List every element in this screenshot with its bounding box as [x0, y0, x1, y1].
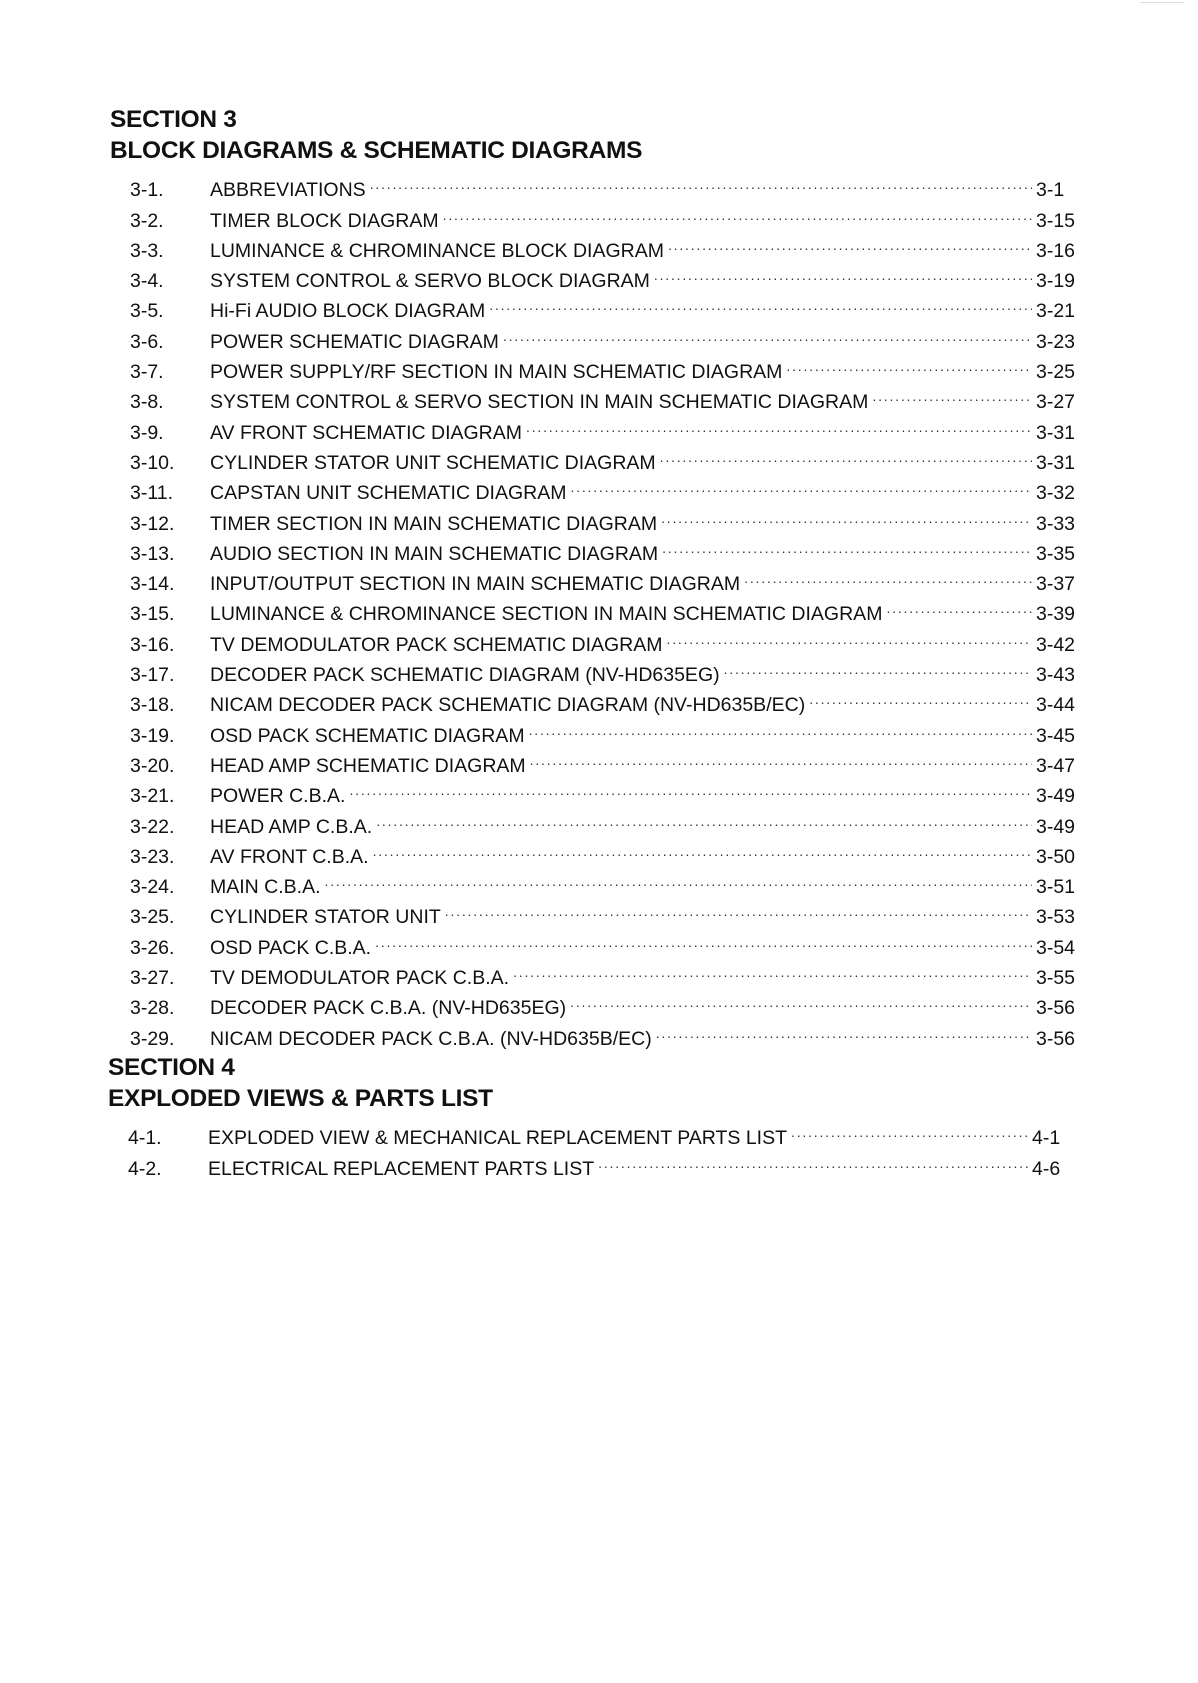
dot-leader	[513, 954, 1032, 984]
entry-page-number: 3-31	[1036, 421, 1076, 444]
dot-leader	[886, 590, 1032, 620]
toc-entry	[110, 166, 1080, 202]
entry-page-number: 3-35	[1036, 542, 1076, 565]
entry-number: 3-26.	[130, 936, 175, 959]
entry-title: SYSTEM CONTROL & SERVO SECTION IN MAIN SCHEMATIC DIAGRAM	[210, 391, 869, 414]
dot-leader	[786, 348, 1032, 378]
entry-page-number: 3-49	[1036, 785, 1076, 808]
entry-page-number: 3-32	[1036, 482, 1076, 505]
dot-leader	[570, 469, 1032, 499]
entry-number: 3-13.	[130, 542, 175, 565]
dot-leader	[530, 742, 1032, 772]
entry-page-number: 3-25	[1036, 361, 1076, 384]
dot-leader	[373, 833, 1032, 863]
entry-number: 3-12.	[130, 512, 175, 535]
entry-page-number: 3-50	[1036, 845, 1076, 868]
entry-title: TIMER SECTION IN MAIN SCHEMATIC DIAGRAM	[210, 512, 658, 535]
entry-title: MAIN C.B.A.	[210, 876, 321, 899]
section-title: BLOCK DIAGRAMS & SCHEMATIC DIAGRAMS	[110, 137, 643, 164]
dot-leader	[529, 711, 1032, 741]
dot-leader	[661, 499, 1032, 529]
dot-leader	[656, 1014, 1032, 1044]
entry-number: 3-4.	[130, 270, 164, 293]
section-3	[110, 104, 1080, 1050]
entry-number: 3-18.	[130, 694, 175, 717]
entry-title: ELECTRICAL REPLACEMENT PARTS LIST	[208, 1157, 595, 1180]
entry-number: 3-1.	[130, 179, 164, 202]
entry-number: 3-25.	[130, 906, 175, 929]
entry-title: ABBREVIATIONS	[210, 179, 366, 202]
entry-title: INPUT/OUTPUT SECTION IN MAIN SCHEMATIC DIAGRAM	[210, 573, 741, 596]
entry-title: CYLINDER STATOR UNIT	[210, 906, 441, 929]
entry-page-number: 4-1	[1032, 1127, 1061, 1150]
entry-page-number: 3-33	[1036, 512, 1076, 535]
entry-number: 3-28.	[130, 997, 175, 1020]
entry-title: HEAD AMP SCHEMATIC DIAGRAM	[210, 754, 526, 777]
entry-title: NICAM DECODER PACK C.B.A. (NV-HD635B/EC)	[210, 1027, 652, 1050]
entry-title: TIMER BLOCK DIAGRAM	[210, 209, 439, 232]
dot-leader	[349, 772, 1032, 802]
entry-number: 3-16.	[130, 633, 175, 656]
entry-title: LUMINANCE & CHROMINANCE SECTION IN MAIN SCHEMATIC DIAGRAM	[210, 603, 883, 626]
entry-page-number: 3-23	[1036, 330, 1076, 353]
table-of-contents	[108, 1114, 1066, 1180]
entry-title: POWER SUPPLY/RF SECTION IN MAIN SCHEMATIC DIAGRAM	[210, 361, 783, 384]
entry-number: 3-6.	[130, 330, 164, 353]
entry-number: 4-1.	[128, 1127, 162, 1150]
dot-leader	[872, 378, 1032, 408]
dot-leader	[724, 651, 1032, 681]
entry-number: 3-7.	[130, 361, 164, 384]
entry-number: 3-17.	[130, 664, 175, 687]
entry-title: LUMINANCE & CHROMINANCE BLOCK DIAGRAM	[210, 239, 664, 262]
entry-title: POWER C.B.A.	[210, 785, 346, 808]
entry-title: Hi-Fi AUDIO BLOCK DIAGRAM	[210, 300, 486, 323]
entry-number: 3-15.	[130, 603, 175, 626]
entry-number: 3-3.	[130, 239, 164, 262]
entry-page-number: 3-54	[1036, 936, 1076, 959]
entry-number: 3-9.	[130, 421, 164, 444]
entry-page-number: 3-43	[1036, 664, 1076, 687]
section-title: EXPLODED VIEWS & PARTS LIST	[108, 1085, 493, 1112]
entry-page-number: 3-39	[1036, 603, 1076, 626]
dot-leader	[662, 530, 1032, 560]
dot-leader	[809, 681, 1032, 711]
dot-leader	[791, 1114, 1028, 1144]
entry-number: 3-2.	[130, 209, 164, 232]
dot-leader	[744, 560, 1032, 590]
entry-title: SYSTEM CONTROL & SERVO BLOCK DIAGRAM	[210, 270, 650, 293]
toc-entry	[108, 1114, 1066, 1150]
entry-page-number: 3-47	[1036, 754, 1076, 777]
entry-title: TV DEMODULATOR PACK C.B.A.	[210, 967, 510, 990]
entry-title: OSD PACK SCHEMATIC DIAGRAM	[210, 724, 525, 747]
entry-number: 3-10.	[130, 451, 175, 474]
dot-leader	[667, 620, 1032, 650]
entry-number: 3-24.	[130, 876, 175, 899]
dot-leader	[654, 257, 1032, 287]
entry-page-number: 3-37	[1036, 573, 1076, 596]
entry-page-number: 3-42	[1036, 633, 1076, 656]
entry-page-number: 3-56	[1036, 997, 1076, 1020]
dot-leader	[598, 1144, 1028, 1174]
section-label: SECTION 4	[108, 1054, 235, 1081]
entry-title: EXPLODED VIEW & MECHANICAL REPLACEMENT PARTS LIST	[208, 1127, 788, 1150]
entry-number: 3-19.	[130, 724, 175, 747]
dot-leader	[570, 984, 1032, 1014]
entry-title: TV DEMODULATOR PACK SCHEMATIC DIAGRAM	[210, 633, 663, 656]
entry-title: DECODER PACK C.B.A. (NV-HD635EG)	[210, 997, 567, 1020]
entry-page-number: 3-51	[1036, 876, 1076, 899]
dot-leader	[325, 863, 1032, 893]
entry-page-number: 3-27	[1036, 391, 1076, 414]
entry-title: NICAM DECODER PACK SCHEMATIC DIAGRAM (NV-HD635B/EC)	[210, 694, 806, 717]
entry-number: 3-11.	[130, 482, 173, 505]
entry-page-number: 3-19	[1036, 270, 1076, 293]
section-4	[108, 1052, 1078, 1180]
entry-number: 3-27.	[130, 967, 175, 990]
entry-number: 3-8.	[130, 391, 164, 414]
entry-title: CYLINDER STATOR UNIT SCHEMATIC DIAGRAM	[210, 451, 656, 474]
entry-title: HEAD AMP C.B.A.	[210, 815, 373, 838]
entry-title: AV FRONT C.B.A.	[210, 845, 369, 868]
entry-page-number: 3-45	[1036, 724, 1076, 747]
entry-title: CAPSTAN UNIT SCHEMATIC DIAGRAM	[210, 482, 567, 505]
entry-page-number: 3-31	[1036, 451, 1076, 474]
dot-leader	[668, 227, 1032, 257]
entry-title: POWER SCHEMATIC DIAGRAM	[210, 330, 499, 353]
entry-page-number: 3-1	[1036, 179, 1065, 202]
entry-number: 3-29.	[130, 1027, 175, 1050]
entry-page-number: 3-15	[1036, 209, 1076, 232]
dot-leader	[503, 317, 1032, 347]
dot-leader	[443, 196, 1032, 226]
entry-number: 3-20.	[130, 754, 175, 777]
entry-number: 3-22.	[130, 815, 175, 838]
entry-number: 3-14.	[130, 573, 175, 596]
section-label: SECTION 3	[110, 106, 237, 133]
dot-leader	[489, 287, 1032, 317]
entry-number: 3-23.	[130, 845, 175, 868]
entry-number: 3-5.	[130, 300, 164, 323]
entry-title: AUDIO SECTION IN MAIN SCHEMATIC DIAGRAM	[210, 542, 659, 565]
entry-number: 4-2.	[128, 1157, 162, 1180]
entry-page-number: 3-16	[1036, 239, 1076, 262]
entry-page-number: 3-49	[1036, 815, 1076, 838]
entry-title: DECODER PACK SCHEMATIC DIAGRAM (NV-HD635EG)	[210, 664, 720, 687]
entry-number: 3-21.	[130, 785, 175, 808]
entry-title: OSD PACK C.B.A.	[210, 936, 372, 959]
dot-leader	[370, 166, 1032, 196]
dot-leader	[660, 439, 1032, 469]
table-of-contents	[110, 166, 1080, 1050]
entry-page-number: 4-6	[1032, 1157, 1061, 1180]
entry-page-number: 3-55	[1036, 967, 1076, 990]
dot-leader	[375, 923, 1032, 953]
entry-page-number: 3-21	[1036, 300, 1076, 323]
dot-leader	[445, 893, 1032, 923]
entry-page-number: 3-44	[1036, 694, 1076, 717]
entry-title: AV FRONT SCHEMATIC DIAGRAM	[210, 421, 523, 444]
entry-page-number: 3-56	[1036, 1027, 1076, 1050]
scan-artifact	[1140, 2, 1184, 3]
dot-leader	[526, 408, 1032, 438]
dot-leader	[376, 802, 1032, 832]
entry-page-number: 3-53	[1036, 906, 1076, 929]
